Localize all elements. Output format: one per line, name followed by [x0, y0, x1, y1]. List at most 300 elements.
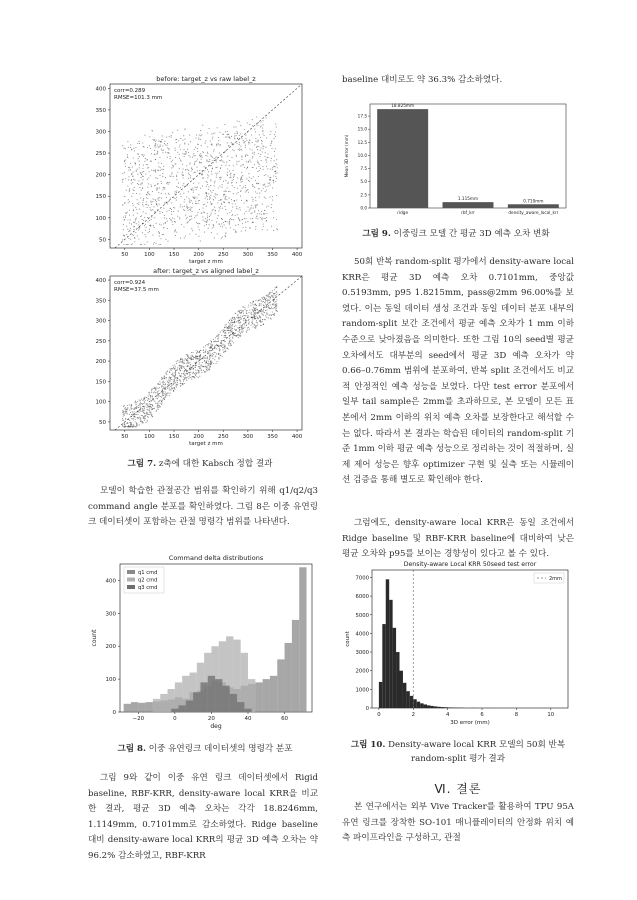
scatter-point — [172, 373, 173, 374]
scatter-point — [223, 181, 224, 182]
scatter-point — [189, 216, 190, 217]
x-tick-label: −20 — [132, 716, 145, 722]
y-tick-label: 200 — [105, 644, 116, 651]
scatter-point — [263, 315, 264, 316]
scatter-point — [219, 349, 220, 350]
scatter-point — [167, 393, 168, 394]
scatter-point — [179, 375, 180, 376]
scatter-point — [145, 236, 146, 237]
scatter-point — [213, 363, 214, 364]
scatter-point — [218, 137, 219, 138]
scatter-point — [148, 193, 149, 194]
scatter-point — [141, 174, 142, 175]
right-paragraph-4: 그럼에도, density-aware local KRR은 동일 조건에서 Ridge baseline 및 RBF-KRR baseline에 대비하여 낮은 평균 오차와 p95를 보이는 경향성이 있다고 볼 수 있다. — [342, 518, 574, 560]
scatter-point — [218, 338, 219, 339]
scatter-point — [262, 145, 263, 146]
scatter-point — [147, 159, 148, 160]
scatter-point — [183, 135, 184, 136]
scatter-point — [249, 149, 250, 150]
scatter-point — [129, 210, 130, 211]
scatter-point — [176, 197, 177, 198]
scatter-point — [192, 373, 193, 374]
scatter-point — [272, 308, 273, 309]
scatter-point — [262, 120, 263, 121]
scatter-point — [211, 144, 212, 145]
scatter-point — [182, 365, 183, 366]
scatter-point — [237, 318, 238, 319]
scatter-point — [162, 381, 163, 382]
scatter-point — [207, 360, 208, 361]
y-tick-label: 6000 — [355, 594, 369, 601]
scatter-point — [175, 198, 176, 199]
scatter-point — [188, 376, 189, 377]
scatter-point — [234, 317, 235, 318]
scatter-point — [125, 163, 126, 164]
scatter-point — [214, 181, 215, 182]
scatter-point — [218, 215, 219, 216]
scatter-point — [268, 303, 269, 304]
scatter-point — [148, 183, 149, 184]
scatter-point — [232, 337, 233, 338]
scatter-point — [161, 169, 162, 170]
scatter-point — [255, 200, 256, 201]
scatter-point — [161, 139, 162, 140]
scatter-point — [258, 210, 259, 211]
scatter-point — [159, 232, 160, 233]
scatter-point — [126, 226, 127, 227]
scatter-point — [150, 148, 151, 149]
scatter-point — [145, 422, 146, 423]
scatter-point — [248, 192, 249, 193]
scatter-point — [175, 382, 176, 383]
scatter-point — [264, 297, 265, 298]
scatter-point — [275, 295, 276, 296]
scatter-point — [259, 134, 260, 135]
scatter-point — [229, 224, 230, 225]
scatter-point — [276, 287, 277, 288]
scatter-point — [149, 392, 150, 393]
scatter-point — [172, 365, 173, 366]
scatter-point — [200, 162, 201, 163]
scatter-point — [242, 188, 243, 189]
scatter-point — [225, 335, 226, 336]
scatter-point — [250, 218, 251, 219]
scatter-point — [133, 418, 134, 419]
scatter-point — [146, 197, 147, 198]
scatter-point — [202, 186, 203, 187]
scatter-point — [236, 193, 237, 194]
scatter-point — [140, 420, 141, 421]
scatter-point — [149, 194, 150, 195]
scatter-point — [183, 376, 184, 377]
scatter-point — [265, 310, 266, 311]
scatter-point — [216, 174, 217, 175]
scatter-point — [137, 424, 138, 425]
scatter-point — [216, 145, 217, 146]
scatter-point — [139, 405, 140, 406]
scatter-point — [256, 147, 257, 148]
scatter-point — [228, 191, 229, 192]
scatter-point — [168, 380, 169, 381]
y-tick-label: 150 — [95, 194, 106, 201]
scatter-point — [202, 157, 203, 158]
scatter-point — [165, 394, 166, 395]
scatter-point — [196, 222, 197, 223]
scatter-point — [127, 409, 128, 410]
scatter-point — [260, 147, 261, 148]
scatter-point — [235, 313, 236, 314]
scatter-point — [144, 408, 145, 409]
scatter-point — [155, 389, 156, 390]
scatter-point — [206, 155, 207, 156]
scatter-point — [183, 226, 184, 227]
scatter-point — [241, 155, 242, 156]
scatter-point — [167, 381, 168, 382]
scatter-point — [271, 226, 272, 227]
scatter-point — [252, 309, 253, 310]
scatter-point — [221, 330, 222, 331]
scatter-point — [146, 407, 147, 408]
scatter-point — [262, 141, 263, 142]
scatter-point — [240, 165, 241, 166]
scatter-point — [236, 206, 237, 207]
scatter-point — [216, 177, 217, 178]
scatter-point — [177, 382, 178, 383]
scatter-point — [232, 324, 233, 325]
scatter-point — [184, 237, 185, 238]
scatter-point — [124, 172, 125, 173]
scatter-point — [212, 160, 213, 161]
y-tick-label: 250 — [95, 338, 106, 345]
scatter-point — [143, 412, 144, 413]
scatter-point — [174, 193, 175, 194]
scatter-point — [231, 219, 232, 220]
scatter-point — [170, 393, 171, 394]
scatter-point — [211, 347, 212, 348]
scatter-point — [252, 184, 253, 185]
scatter-point — [172, 375, 173, 376]
histogram-bar — [299, 567, 306, 712]
legend-swatch — [127, 585, 135, 589]
scatter-point — [263, 299, 264, 300]
scatter-point — [198, 371, 199, 372]
scatter-point — [176, 192, 177, 193]
scatter-point — [216, 161, 217, 162]
scatter-point — [211, 345, 212, 346]
scatter-point — [128, 244, 129, 245]
scatter-point — [234, 329, 235, 330]
figure10-caption-text: Density-aware local KRR 모델의 50회 반복 random-split 평가 결과 — [388, 740, 566, 764]
scatter-point — [134, 187, 135, 188]
scatter-point — [127, 185, 128, 186]
scatter-point — [144, 413, 145, 414]
scatter-point — [177, 172, 178, 173]
scatter-point — [188, 191, 189, 192]
scatter-point — [246, 140, 247, 141]
scatter-point — [230, 319, 231, 320]
x-axis-label: 3D error (mm) — [450, 720, 490, 726]
scatter-point — [263, 226, 264, 227]
scatter-point — [179, 154, 180, 155]
scatter-point — [144, 401, 145, 402]
scatter-point — [188, 198, 189, 199]
x-tick-label: 10 — [547, 712, 555, 718]
scatter-point — [133, 229, 134, 230]
scatter-point — [249, 181, 250, 182]
scatter-point — [208, 193, 209, 194]
scatter-point — [150, 404, 151, 405]
scatter-point — [272, 167, 273, 168]
scatter-point — [149, 408, 150, 409]
scatter-point — [180, 204, 181, 205]
scatter-point — [192, 157, 193, 158]
scatter-point — [201, 369, 202, 370]
scatter-point — [245, 135, 246, 136]
scatter-point — [174, 221, 175, 222]
scatter-point — [207, 215, 208, 216]
scatter-point — [143, 403, 144, 404]
scatter-point — [209, 128, 210, 129]
scatter-point — [241, 177, 242, 178]
scatter-point — [245, 185, 246, 186]
scatter-point — [249, 124, 250, 125]
scatter-point — [164, 215, 165, 216]
scatter-point — [210, 185, 211, 186]
scatter-point — [248, 304, 249, 305]
scatter-point — [191, 228, 192, 229]
scatter-point — [194, 197, 195, 198]
scatter-point — [147, 416, 148, 417]
scatter-point — [273, 304, 274, 305]
scatter-point — [203, 166, 204, 167]
scatter-point — [249, 142, 250, 143]
scatter-point — [189, 362, 190, 363]
scatter-point — [210, 366, 211, 367]
scatter-point — [128, 238, 129, 239]
scatter-point — [272, 187, 273, 188]
scatter-point — [261, 214, 262, 215]
scatter-point — [134, 426, 135, 427]
scatter-point — [166, 211, 167, 212]
scatter-point — [211, 232, 212, 233]
scatter-point — [213, 133, 214, 134]
scatter-point — [129, 188, 130, 189]
scatter-point — [267, 302, 268, 303]
scatter-point — [139, 164, 140, 165]
scatter-point — [213, 190, 214, 191]
scatter-point — [268, 206, 269, 207]
scatter-point — [127, 154, 128, 155]
scatter-point — [207, 368, 208, 369]
scatter-point — [122, 181, 123, 182]
scatter-point — [234, 150, 235, 151]
scatter-point — [252, 149, 253, 150]
scatter-point — [268, 299, 269, 300]
scatter-point — [147, 412, 148, 413]
scatter-point — [217, 194, 218, 195]
histogram-bar — [160, 694, 167, 712]
stats-annotation: RMSE=37.5 mm — [114, 287, 159, 293]
scatter-point — [191, 170, 192, 171]
scatter-point — [254, 210, 255, 211]
scatter-point — [233, 193, 234, 194]
scatter-point — [226, 191, 227, 192]
scatter-point — [148, 406, 149, 407]
scatter-point — [181, 161, 182, 162]
scatter-point — [232, 341, 233, 342]
scatter-point — [246, 218, 247, 219]
scatter-point — [273, 230, 274, 231]
scatter-point — [148, 191, 149, 192]
scatter-point — [191, 218, 192, 219]
scatter-point — [273, 217, 274, 218]
scatter-point — [153, 388, 154, 389]
scatter-point — [134, 180, 135, 181]
scatter-point — [274, 160, 275, 161]
scatter-point — [262, 301, 263, 302]
scatter-point — [248, 161, 249, 162]
scatter-point — [196, 187, 197, 188]
scatter-point — [156, 153, 157, 154]
scatter-point — [243, 318, 244, 319]
scatter-point — [133, 189, 134, 190]
scatter-point — [169, 194, 170, 195]
scatter-point — [160, 384, 161, 385]
scatter-point — [259, 164, 260, 165]
scatter-point — [184, 143, 185, 144]
scatter-point — [267, 157, 268, 158]
scatter-point — [241, 326, 242, 327]
scatter-point — [170, 389, 171, 390]
scatter-point — [246, 311, 247, 312]
scatter-point — [143, 417, 144, 418]
scatter-point — [222, 226, 223, 227]
scatter-point — [189, 174, 190, 175]
scatter-point — [229, 332, 230, 333]
scatter-point — [156, 188, 157, 189]
scatter-point — [266, 162, 267, 163]
scatter-point — [213, 162, 214, 163]
scatter-point — [219, 207, 220, 208]
scatter-point — [218, 187, 219, 188]
scatter-point — [225, 351, 226, 352]
scatter-point — [212, 227, 213, 228]
scatter-point — [155, 387, 156, 388]
scatter-point — [219, 348, 220, 349]
scatter-point — [165, 383, 166, 384]
y-tick-label: 400 — [95, 86, 106, 93]
scatter-point — [137, 174, 138, 175]
scatter-point — [174, 364, 175, 365]
y-tick-label: 150 — [95, 379, 106, 386]
scatter-point — [233, 200, 234, 201]
scatter-point — [245, 230, 246, 231]
scatter-point — [136, 414, 137, 415]
scatter-point — [240, 333, 241, 334]
scatter-point — [198, 236, 199, 237]
scatter-point — [157, 391, 158, 392]
scatter-point — [182, 362, 183, 363]
scatter-point — [241, 159, 242, 160]
scatter-point — [210, 343, 211, 344]
scatter-point — [183, 379, 184, 380]
scatter-point — [261, 211, 262, 212]
scatter-point — [226, 136, 227, 137]
scatter-point — [231, 142, 232, 143]
y-tick-label: 50 — [99, 419, 106, 426]
scatter-point — [271, 315, 272, 316]
scatter-point — [214, 149, 215, 150]
left-paragraph-1: 모델이 학습한 관절공간 범위를 확인하기 위해 q1/q2/q3 command angle 분포를 확인하였다. 그림 8은 이중 유연링크 데이터셋이 포함하는 관절 명령각 범위를 나타낸다. — [88, 486, 318, 528]
scatter-point — [176, 179, 177, 180]
scatter-point — [185, 375, 186, 376]
scatter-point — [270, 145, 271, 146]
scatter-point — [205, 351, 206, 352]
scatter-point — [124, 405, 125, 406]
scatter-point — [240, 310, 241, 311]
scatter-point — [204, 221, 205, 222]
scatter-point — [242, 329, 243, 330]
scatter-point — [240, 179, 241, 180]
scatter-point — [179, 361, 180, 362]
scatter-point — [253, 208, 254, 209]
scatter-point — [166, 145, 167, 146]
scatter-point — [226, 196, 227, 197]
scatter-point — [130, 239, 131, 240]
scatter-point — [151, 217, 152, 218]
scatter-point — [227, 134, 228, 135]
scatter-point — [139, 209, 140, 210]
scatter-point — [144, 225, 145, 226]
scatter-point — [135, 419, 136, 420]
scatter-point — [188, 378, 189, 379]
scatter-point — [195, 234, 196, 235]
scatter-point — [267, 229, 268, 230]
scatter-point — [207, 182, 208, 183]
scatter-point — [172, 388, 173, 389]
scatter-point — [243, 323, 244, 324]
scatter-point — [200, 365, 201, 366]
scatter-point — [229, 198, 230, 199]
scatter-point — [188, 144, 189, 145]
scatter-point — [265, 159, 266, 160]
scatter-point — [237, 214, 238, 215]
scatter-point — [206, 181, 207, 182]
scatter-point — [274, 166, 275, 167]
scatter-point — [271, 307, 272, 308]
scatter-point — [182, 172, 183, 173]
scatter-point — [230, 174, 231, 175]
scatter-point — [260, 311, 261, 312]
scatter-point — [192, 169, 193, 170]
scatter-point — [122, 145, 123, 146]
scatter-point — [253, 307, 254, 308]
scatter-point — [218, 357, 219, 358]
scatter-point — [157, 205, 158, 206]
scatter-point — [247, 221, 248, 222]
scatter-point — [214, 196, 215, 197]
scatter-point — [139, 400, 140, 401]
scatter-point — [190, 208, 191, 209]
scatter-point — [138, 405, 139, 406]
scatter-point — [206, 161, 207, 162]
scatter-point — [140, 184, 141, 185]
scatter-point — [256, 322, 257, 323]
figure10-caption-label: 그림 10. — [350, 740, 386, 750]
scatter-point — [242, 316, 243, 317]
histogram-bar — [222, 686, 229, 712]
scatter-point — [204, 225, 205, 226]
